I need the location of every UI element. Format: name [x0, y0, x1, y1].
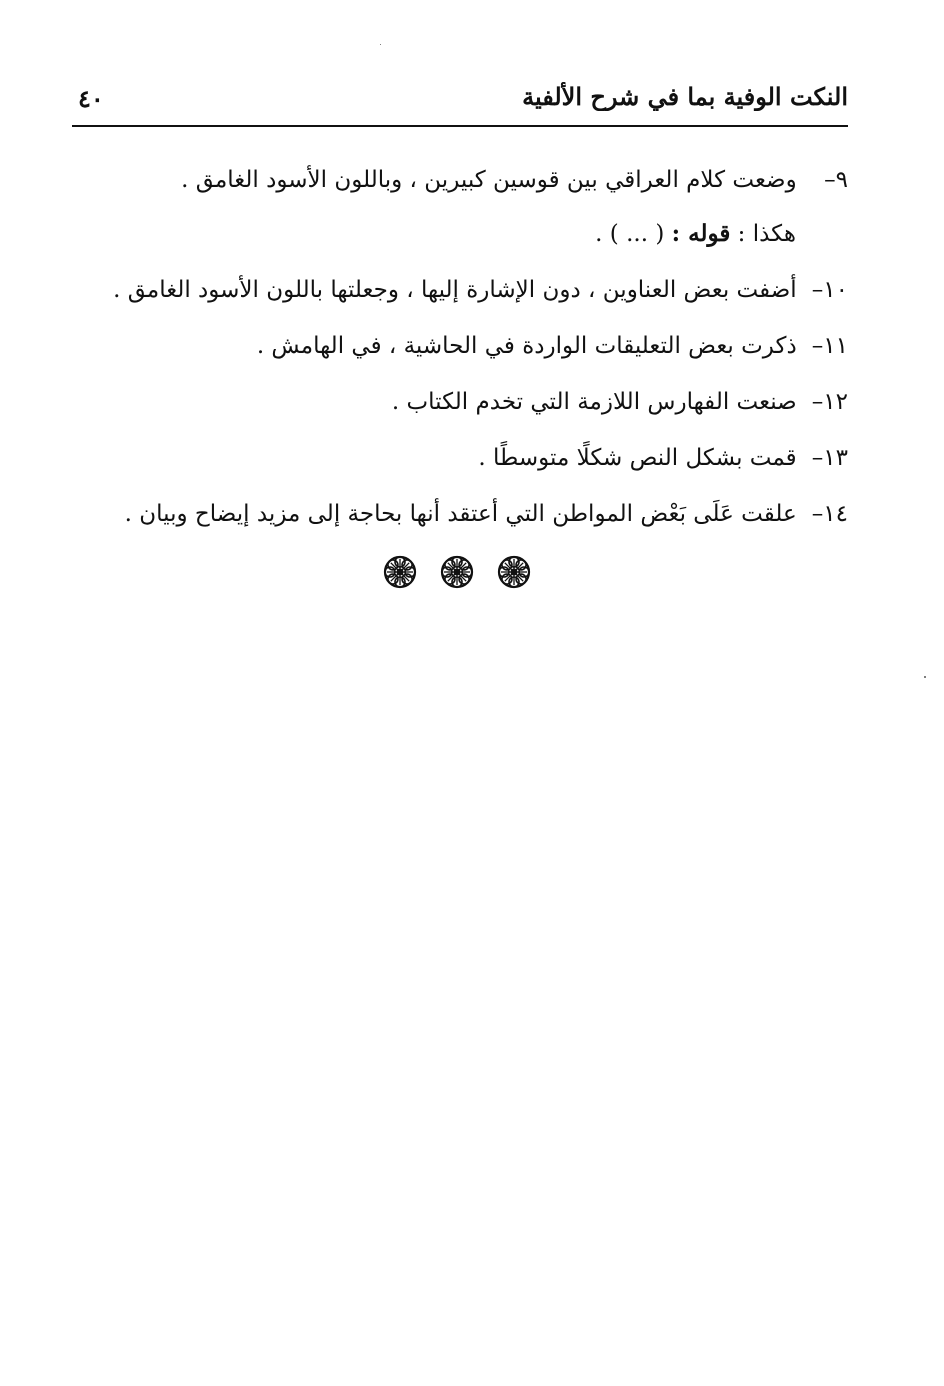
page-number: ٤٠: [78, 84, 104, 113]
item-text: قمت بشكل النص شكلًا متوسطًا .: [478, 445, 797, 471]
continuation-prefix: هكذا :: [737, 221, 796, 247]
rosette-ornament-icon: [442, 557, 472, 587]
section-end-ornaments: [382, 554, 532, 590]
scan-speck: [380, 44, 381, 45]
continuation-bold: قوله :: [671, 220, 731, 247]
item-number: ١٤–: [811, 501, 848, 527]
item-text: أضفت بعض العناوين ، دون الإشارة إليها ، وجعلتها باللون الأسود الغامق .: [113, 277, 797, 303]
item-text: ذكرت بعض التعليقات الواردة في الحاشية ، في الهامش .: [256, 333, 797, 359]
list-item-9-continuation: [72, 214, 796, 254]
item-number: ١٠–: [811, 277, 848, 303]
running-title: النكت الوفية بما في شرح الألفية: [522, 82, 848, 111]
ornament-row: [382, 554, 532, 590]
item-text: صنعت الفهارس اللازمة التي تخدم الكتاب .: [391, 389, 797, 415]
item-number: ١٣–: [811, 445, 848, 471]
list-item-10: [72, 270, 848, 310]
item-text: وضعت كلام العراقي بين قوسين كبيرين ، وباللون الأسود الغامق .: [181, 167, 797, 193]
scan-speck: [924, 676, 926, 678]
list-item-14: [72, 494, 848, 534]
item-number: ١١–: [811, 333, 848, 359]
running-header: [72, 78, 848, 122]
header-rule: [72, 125, 848, 127]
rosette-ornament-icon: [499, 557, 529, 587]
list-item-13: [72, 438, 848, 478]
item-number: ١٢–: [811, 389, 848, 415]
list-item-9: [72, 160, 848, 200]
list-item-11: [72, 326, 848, 366]
continuation-suffix: ( ... ) .: [595, 221, 665, 247]
item-text: علقت عَلَى بَعْض المواطن التي أعتقد أنها بحاجة إلى مزيد إيضاح وبيان .: [124, 501, 797, 527]
rosette-ornament-icon: [385, 557, 415, 587]
item-number: ٩–: [824, 167, 848, 193]
list-item-12: [72, 382, 848, 422]
